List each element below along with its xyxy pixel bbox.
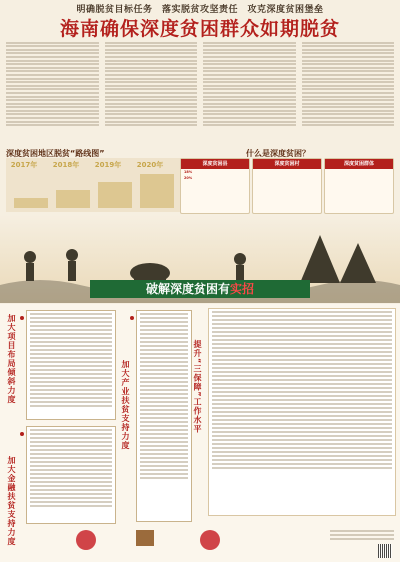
label-three-guarantees: 提升“三保障”工作水平 [193,340,202,434]
bullet-dot [20,432,24,436]
page-headline: 海南确保深度贫困群众如期脱贫 [59,18,340,40]
article-column [6,40,99,142]
article-column [105,40,198,142]
card-poor-village [252,158,322,214]
article-column [203,40,296,142]
year-label: 2017年 [10,161,38,169]
year-label: 2018年 [52,161,80,169]
card-item [181,175,249,181]
footer-credit [330,528,394,542]
lower-infographic [0,304,400,562]
bullet-dot [20,316,24,320]
percent-value: 20% [184,176,193,180]
kicker-line: 明确脱贫目标任务 落实脱贫攻坚责任 攻克深度贫困堡垒 [76,5,324,15]
label-project-layout: 加大项目布局倾斜力度 [7,314,16,404]
card-title: 深度贫困群体 [325,159,393,169]
card-title: 深度贫困村 [253,159,321,169]
article-body [6,40,394,142]
percent-value: 18% [184,170,193,174]
ribbon-banner [90,280,310,298]
ribbon-highlight: 实招 [230,282,255,296]
info-box [136,310,192,522]
year-label: 2019年 [94,161,122,169]
route-steps [6,158,186,212]
what-is-deep-poverty [180,158,394,214]
year-label: 2020年 [136,161,164,169]
article-column [302,40,395,142]
card-poor-county [180,158,250,214]
what-section-title: 什么是深度贫困？ [246,149,310,158]
ribbon-text: 破解深度贫困有 [145,282,230,296]
info-box [26,426,116,524]
route-section-title: 深度贫困地区脱贫“路线图” [6,149,105,158]
bullet-dot [130,316,134,320]
route-timeline [6,158,186,212]
qr-code [378,544,392,558]
info-panel [208,308,396,516]
label-industry-support: 加大产业扶贫支持力度 [121,360,130,450]
card-poor-group [324,158,394,214]
info-box [26,310,116,420]
card-title: 深度贫困县 [181,159,249,169]
label-financial-support: 加大金融扶贫支持力度 [7,456,16,546]
